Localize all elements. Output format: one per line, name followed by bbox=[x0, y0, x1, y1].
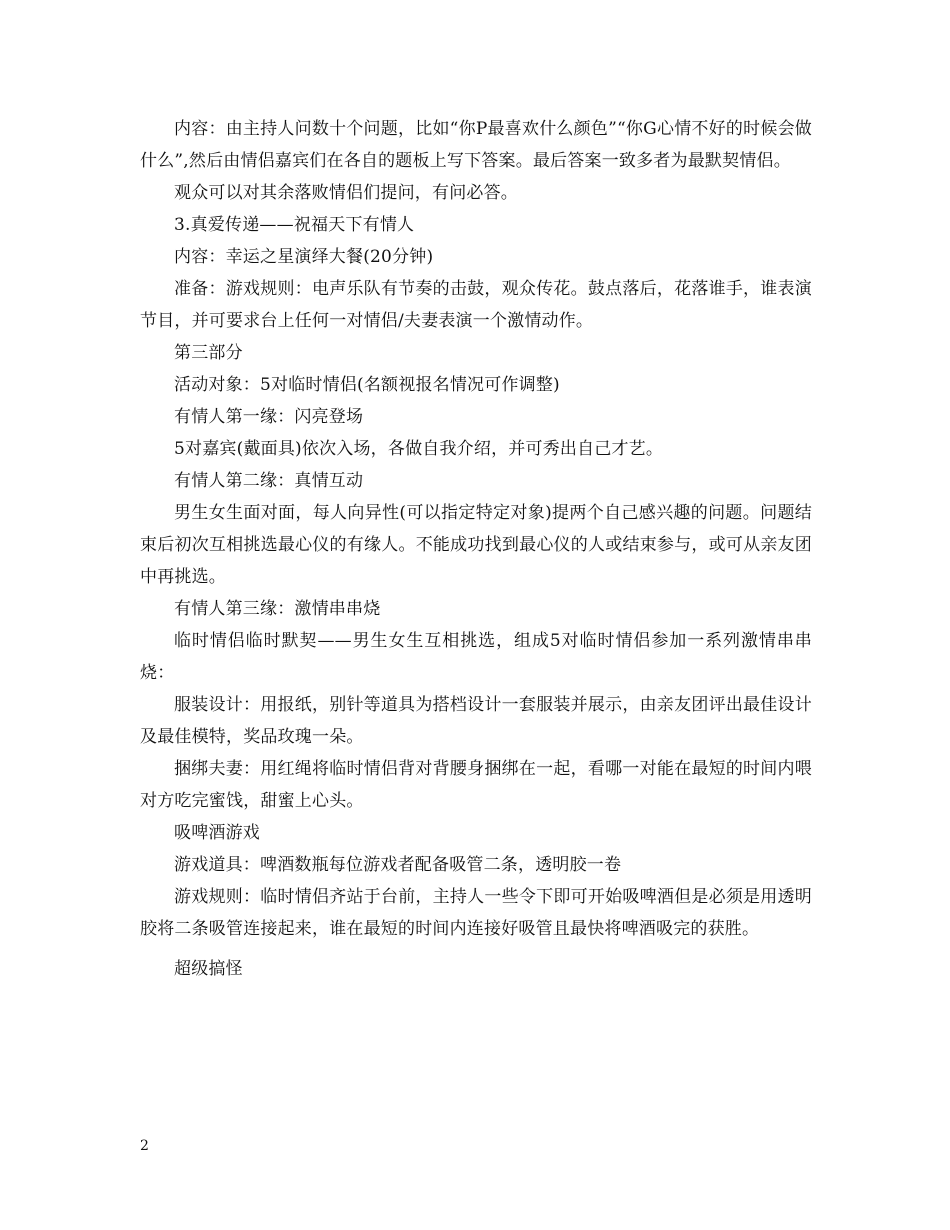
paragraph-temporary-couples: 临时情侣临时默契——男生女生互相挑选，组成5对临时情侣参加一系列激情串串烧： bbox=[140, 631, 812, 683]
paragraph-face-to-face: 男生女生面对面，每人向异性(可以指定特定对象)提两个自己感兴趣的问题。问题结束后初次互相挑选最心仪的有缘人。不能成功找到最心仪的人或结束参与，或可从亲友团中再挑选。 bbox=[140, 503, 812, 587]
paragraph-guest-entrance: 5对嘉宾(戴面具)依次入场，各做自我介绍，并可秀出自己才艺。 bbox=[174, 439, 664, 459]
page-number: 2 bbox=[140, 1138, 149, 1154]
paragraph-tied-couples: 捆绑夫妻：用红绳将临时情侣背对背腰身捆绑在一起，看哪一对能在最短的时间内喂对方吃完蜜饯，甜蜜上心头。 bbox=[140, 759, 812, 811]
paragraph-beer-game-heading: 吸啤酒游戏 bbox=[174, 823, 260, 843]
paragraph-preparation-rules: 准备：游戏规则：电声乐队有节奏的击鼓，观众传花。鼓点落后，花落谁手，谁表演节目，并可要求台上任何一对情侣/夫妻表演一个激情动作。 bbox=[140, 279, 812, 331]
paragraph-super-funny-heading: 超级搞怪 bbox=[174, 959, 243, 979]
document-body bbox=[140, 113, 812, 985]
paragraph-costume-design: 服装设计：用报纸，别针等道具为搭档设计一套服装并展示，由亲友团评出最佳设计及最佳模特，奖品玫瑰一朵。 bbox=[140, 695, 812, 747]
paragraph-game-props: 游戏道具：啤酒数瓶每位游戏者配备吸管二条，透明胶一卷 bbox=[174, 855, 622, 875]
paragraph-first-fate-heading: 有情人第一缘：闪亮登场 bbox=[174, 407, 364, 427]
paragraph-game-rules: 游戏规则：临时情侣齐站于台前，主持人一些令下即可开始吸啤酒但是必须是用透明胶将二条吸管连接起来，谁在最短的时间内连接好吸管且最快将啤酒吸完的获胜。 bbox=[140, 887, 812, 939]
paragraph-third-fate-heading: 有情人第三缘：激情串串烧 bbox=[174, 599, 381, 619]
paragraph-part-three-heading: 第三部分 bbox=[174, 343, 243, 363]
paragraph-content-questions: 内容：由主持人问数十个问题，比如“你P最喜欢什么颜色”“你G心情不好的时候会做什么”,然后由情侣嘉宾们在各自的题板上写下答案。最后答案一致多者为最默契情侣。 bbox=[140, 119, 812, 171]
paragraph-lucky-star: 内容：幸运之星演绎大餐(20分钟) bbox=[174, 247, 434, 267]
paragraph-section-3-heading: 3.真爱传递——祝福天下有情人 bbox=[174, 215, 415, 235]
paragraph-audience-questions: 观众可以对其余落败情侣们提问，有问必答。 bbox=[174, 183, 518, 203]
paragraph-activity-target: 活动对象：5对临时情侣(名额视报名情况可作调整) bbox=[174, 375, 560, 395]
paragraph-second-fate-heading: 有情人第二缘：真情互动 bbox=[174, 471, 364, 491]
